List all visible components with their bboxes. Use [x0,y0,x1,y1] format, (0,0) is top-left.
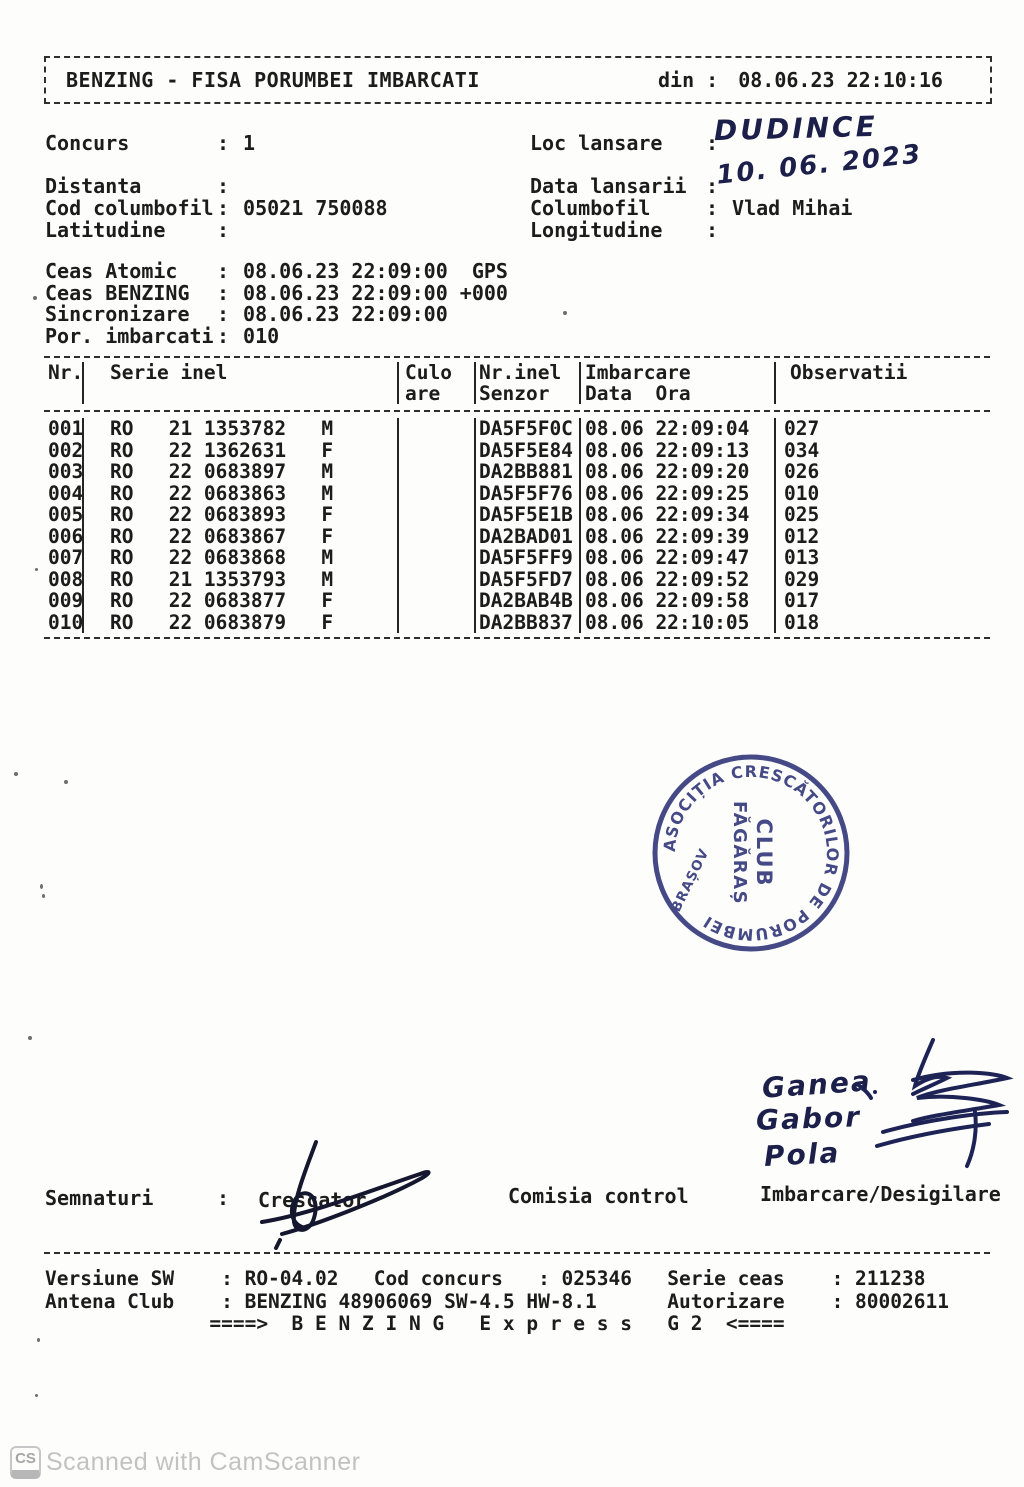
report-title: BENZING - FISA PORUMBEI IMBARCATI [66,68,480,92]
table-row [44,483,990,505]
colon: : [217,174,230,198]
cell-culoare [397,526,474,548]
footer-versiune-line: Versiune SW : RO-04.02 Cod concurs : 025346 Serie ceas : 211238 [45,1267,926,1290]
colon: : [706,218,719,242]
field-columbofil [530,196,852,220]
imbarcare-desigilare-label: Imbarcare/Desigilare [760,1182,1001,1206]
scan-speck [42,894,45,898]
cell-senzor: DA5F5FF9 [474,547,579,569]
table-row [44,590,990,612]
din-label: din : [658,68,719,92]
field-cod-columbofil [45,196,388,220]
footer-divider [44,1252,990,1254]
club-stamp [648,750,854,956]
field-value: 010 [243,324,280,348]
scan-speck [35,1394,38,1397]
handwritten-name-1: Ganea [760,1064,873,1105]
cell-serie: RO 22 0683877 F [82,590,397,612]
table-border-bottom [44,637,990,639]
cell-imbarcare: 08.06 22:09:25 [579,483,774,505]
cell-imbarcare: 08.06 22:09:34 [579,504,774,526]
comisia-control-label: Comisia control [508,1184,689,1208]
cell-observatii: 027 [774,418,990,440]
field-label: Cod columbofil [45,196,214,220]
table-row [44,440,990,462]
pigeon-table [44,356,990,639]
cell-nr: 001 [48,417,84,440]
cell-imbarcare: 08.06 22:10:05 [579,612,774,634]
cell-culoare [397,440,474,462]
cell-serie: RO 22 1362631 F [82,440,397,462]
field-ceas-atomic [45,259,508,283]
cell-nr: 002 [48,438,84,462]
table-row [44,547,990,569]
cell-senzor: DA2BAD01 [474,526,579,548]
cell-observatii: 018 [774,612,990,634]
col-header-serie: Serie inel [82,362,397,383]
cell-observatii: 026 [774,461,990,483]
col-header-imbarcare-1: Imbarcare [579,362,774,383]
field-value: 08.06.23 22:09:00 [243,302,448,326]
cell-culoare [397,483,474,505]
cell-observatii: 025 [774,504,990,526]
cell-observatii: 029 [774,569,990,591]
handwritten-data-lansarii: 10. 06. 2023 [714,139,924,191]
cell-serie: RO 22 0683893 F [82,504,397,526]
col-header-obs-spacer [774,383,990,404]
print-timestamp: 08.06.23 22:10:16 [738,68,943,92]
scan-speck [35,568,38,571]
cell-senzor: DA2BB837 [474,612,579,634]
cell-serie: RO 22 0683897 M [82,461,397,483]
colon: : [217,218,230,242]
camscanner-logo [10,1446,41,1479]
stamp-outer-circle [655,757,847,949]
stamp-center-line1: CLUB [752,818,776,888]
semnaturi-label: Semnaturi [45,1186,154,1210]
colon: : [217,131,230,155]
field-latitudine [45,218,243,242]
colon: : [217,196,230,220]
col-header-culoare-2: are [397,383,474,404]
table-row [44,612,990,634]
field-distanta [45,174,243,198]
cell-serie: RO 22 0683867 F [82,526,397,548]
cell-serie: RO 21 1353793 M [82,569,397,591]
field-label: Ceas BENZING [45,281,190,305]
footer-antena-line: Antena Club : BENZING 48906069 SW-4.5 HW-8.1 Autorizare : 80002611 [45,1290,949,1313]
cell-nr: 010 [48,610,84,634]
field-value: 1 [243,131,256,155]
field-label: Longitudine [530,218,663,242]
colon: : [706,174,719,198]
field-value: Vlad Mihai [732,196,853,220]
semnaturi-colon: : [217,1186,230,1210]
cell-nr: 009 [48,589,84,612]
cell-serie: RO 21 1353782 M [82,418,397,440]
stamp-ring-text: ASOCIȚIA CRESCĂTORILOR DE PORUMBEI [659,761,843,945]
table-row [44,569,990,591]
col-header-imbarcare-2: Data Ora [579,383,774,404]
cell-nr: 006 [48,524,84,548]
cell-nr: 004 [48,481,84,505]
cell-culoare [397,547,474,569]
cell-nr: 003 [48,460,84,483]
field-value: 08.06.23 22:09:00 GPS [243,259,508,283]
scan-speck [37,1338,40,1342]
colon: : [217,259,230,283]
table-row [44,504,990,526]
col-header-serie-spacer [82,383,397,404]
colon: : [217,302,230,326]
cell-nr: 005 [48,503,84,526]
scan-speck [40,884,43,889]
col-header-culoare-1: Culo [397,362,474,383]
cell-observatii: 013 [774,547,990,569]
report-print-datetime [658,68,943,92]
field-concurs [45,131,255,155]
cell-culoare [397,590,474,612]
field-sincronizare [45,302,448,326]
cell-culoare [397,569,474,591]
field-label: Concurs [45,131,130,155]
signature-scribble-crescator [250,1130,450,1250]
scan-speck [14,772,18,776]
table-row [44,418,990,440]
camscanner-watermark: Scanned with CamScanner [46,1448,361,1476]
cell-imbarcare: 08.06 22:09:20 [579,461,774,483]
field-label: Columbofil [530,196,651,220]
field-value: 08.06.23 22:09:00 +000 [243,281,508,305]
report-header-box [44,56,992,104]
crescator-label: Crescator [258,1188,367,1212]
field-longitudine [530,218,732,242]
cell-nr: 007 [48,546,84,569]
colon: : [217,324,230,348]
field-label: Data lansarii [530,174,687,198]
field-label: Distanta [45,174,142,198]
cell-serie: RO 22 0683879 F [82,612,397,634]
signature-scribble-right [855,1028,1024,1176]
cell-imbarcare: 08.06 22:09:04 [579,418,774,440]
table-body [44,412,990,637]
colon: : [706,196,719,220]
handwritten-loc-lansare: DUDINCE [713,109,879,148]
cell-culoare [397,418,474,440]
field-loc-lansare [530,131,732,155]
cell-serie: RO 22 0683863 M [82,483,397,505]
stamp-brasov-text: BRAȘOV [668,845,713,915]
cell-senzor: DA5F5F76 [474,483,579,505]
colon: : [217,281,230,305]
cell-serie: RO 22 0683868 M [82,547,397,569]
field-label: Sincronizare [45,302,190,326]
cell-imbarcare: 08.06 22:09:58 [579,590,774,612]
cell-senzor: DA5F5E1B [474,504,579,526]
footer-benzing-express-line: ====> B E N Z I N G E x p r e s s G 2 <==== [45,1312,785,1335]
cell-imbarcare: 08.06 22:09:13 [579,440,774,462]
handwritten-name-2: Gabor [755,1100,862,1137]
field-value: 05021 750088 [243,196,388,220]
cell-observatii: 034 [774,440,990,462]
camscanner-logo-text: CS [15,1450,36,1467]
col-header-observatii: Observatii [774,362,990,383]
field-label: Loc lansare [530,131,663,155]
scan-speck [64,780,68,784]
cell-culoare [397,504,474,526]
table-row [44,461,990,483]
table-row [44,526,990,548]
cell-senzor: DA2BAB4B [474,590,579,612]
col-header-nr: Nr. [48,361,84,384]
col-header-senzor-2: Senzor [474,383,579,404]
cell-senzor: DA5F5E84 [474,440,579,462]
field-data-lansarii [530,174,732,198]
colon: : [706,131,719,155]
cell-culoare [397,461,474,483]
cell-imbarcare: 08.06 22:09:47 [579,547,774,569]
cell-senzor: DA2BB881 [474,461,579,483]
field-label: Por. imbarcati [45,324,214,348]
cell-senzor: DA5F5F0C [474,418,579,440]
col-header-nr-spacer [44,383,82,404]
cell-culoare [397,612,474,634]
cell-observatii: 012 [774,526,990,548]
field-label: Latitudine [45,218,166,242]
scan-speck [563,311,567,315]
col-header-senzor-1: Nr.inel [474,362,579,383]
table-header [44,358,990,410]
stamp-center-line2: FĂGĂRAȘ [729,800,750,906]
scan-speck [28,1036,32,1040]
cell-observatii: 017 [774,590,990,612]
cell-imbarcare: 08.06 22:09:52 [579,569,774,591]
handwritten-name-3: Pola [763,1136,842,1173]
cell-imbarcare: 08.06 22:09:39 [579,526,774,548]
scan-speck [33,296,37,300]
cell-observatii: 010 [774,483,990,505]
field-label: Ceas Atomic [45,259,178,283]
cell-senzor: DA5F5FD7 [474,569,579,591]
field-por-imbarcati [45,324,279,348]
cell-nr: 008 [48,567,84,591]
